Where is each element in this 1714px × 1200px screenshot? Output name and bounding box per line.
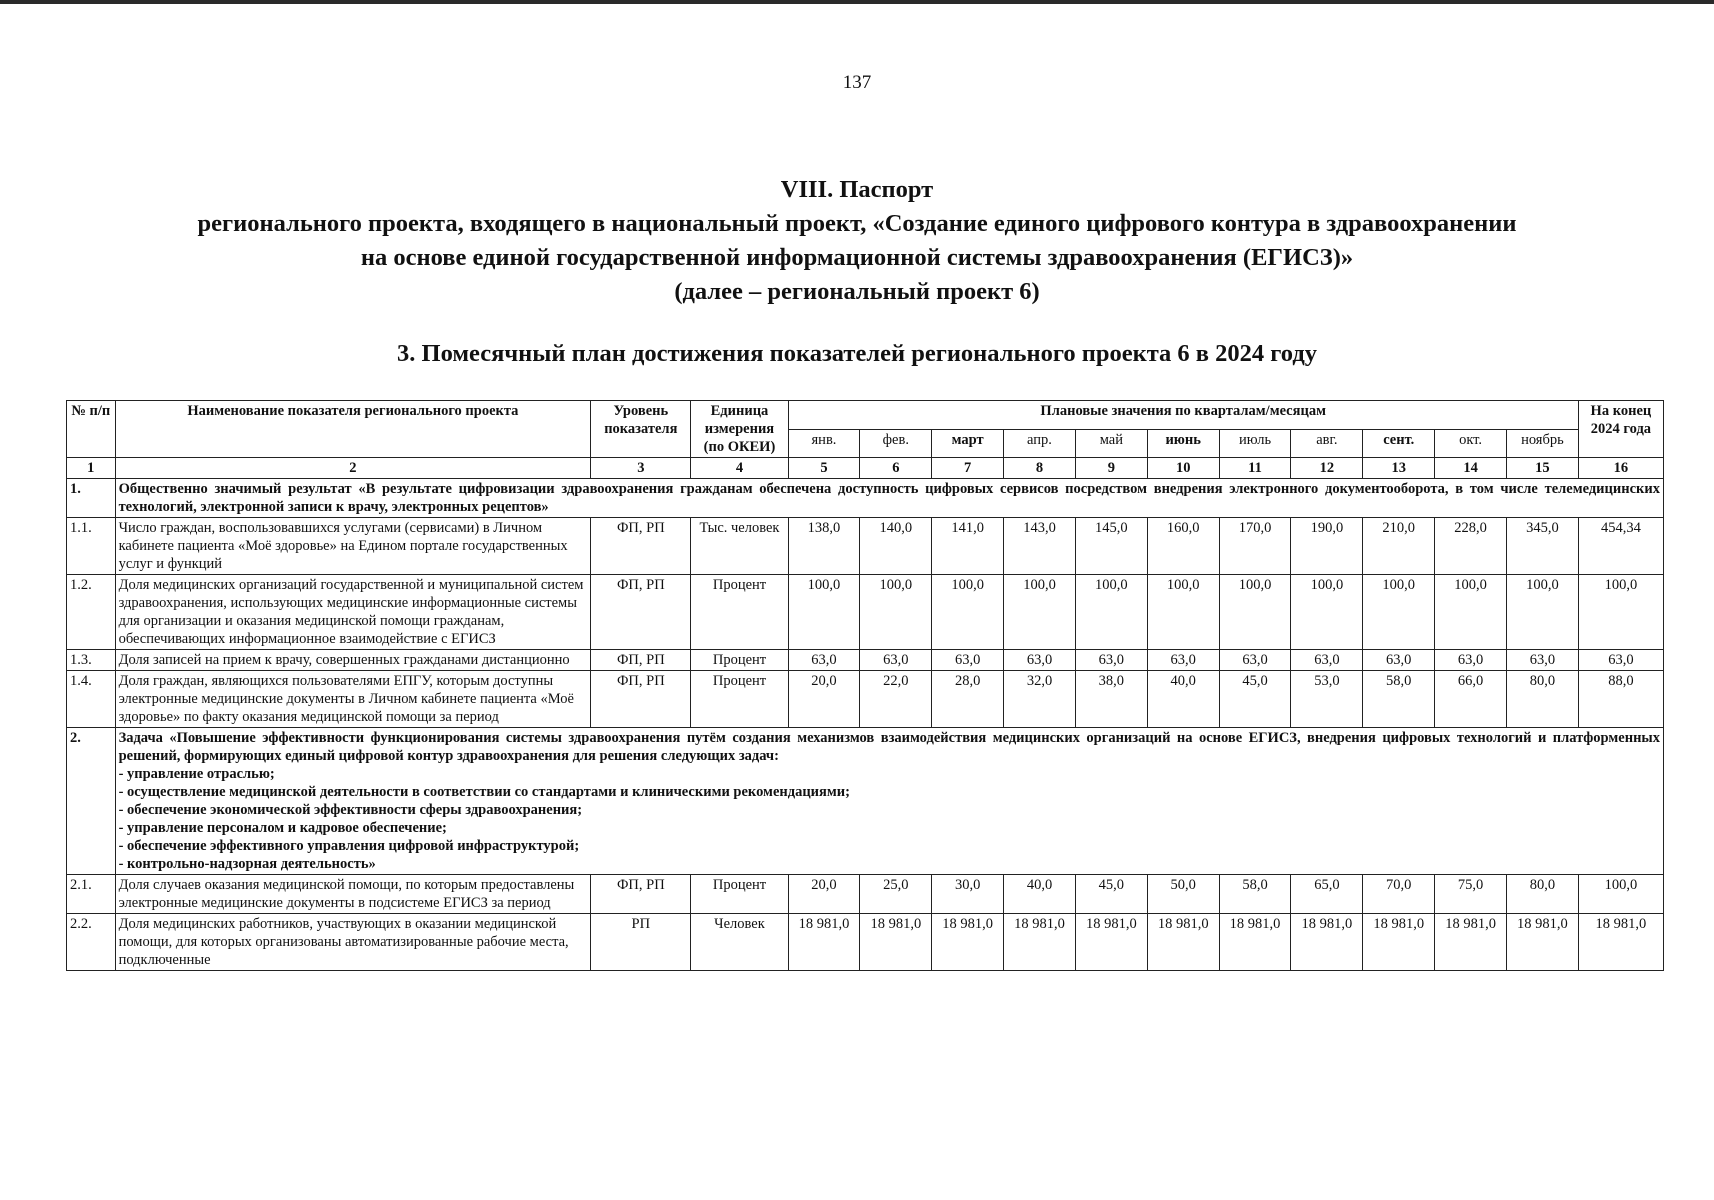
header-month: окт. — [1435, 429, 1507, 458]
indicator-value: 20,0 — [788, 671, 860, 728]
indicator-value: 100,0 — [1435, 575, 1507, 650]
indicator-value: 22,0 — [860, 671, 932, 728]
header-month: июль — [1219, 429, 1291, 458]
indicator-value: 70,0 — [1363, 875, 1435, 914]
indicator-value: 100,0 — [1219, 575, 1291, 650]
section-title: Общественно значимый результат «В результате цифровизации здравоохранения гражданам обеспечена доступность цифровых сервисов посредством внедрения электронного документооборота, в том числе телемедицинских технологий, электронной записи к врачу, электронных рецептов» — [118, 481, 1660, 515]
indicator-value: 100,0 — [1075, 575, 1147, 650]
indicator-unit: Процент — [691, 575, 788, 650]
section-row — [67, 728, 1664, 875]
indicator-value: 38,0 — [1075, 671, 1147, 728]
table-body — [67, 458, 1664, 971]
indicator-unit: Процент — [691, 650, 788, 671]
header-row-1 — [67, 401, 1664, 430]
indicator-value: 63,0 — [1219, 650, 1291, 671]
indicator-value: 20,0 — [788, 875, 860, 914]
header-month: июнь — [1147, 429, 1219, 458]
header-no: № п/п — [67, 401, 116, 458]
indicator-value: 65,0 — [1291, 875, 1363, 914]
indicator-value: 63,0 — [860, 650, 932, 671]
indicator-value: 18 981,0 — [1004, 914, 1076, 971]
indicator-value: 45,0 — [1219, 671, 1291, 728]
indicator-value: 138,0 — [788, 518, 860, 575]
header-month: март — [932, 429, 1004, 458]
indicator-row — [67, 671, 1664, 728]
page-number: 137 — [842, 72, 872, 93]
indicator-value: 143,0 — [1004, 518, 1076, 575]
indicator-row — [67, 875, 1664, 914]
indicator-value: 170,0 — [1219, 518, 1291, 575]
indicator-value: 25,0 — [860, 875, 932, 914]
indicator-value: 100,0 — [1578, 875, 1663, 914]
indicator-row — [67, 650, 1664, 671]
indicator-row — [67, 914, 1664, 971]
column-number-cell: 5 — [788, 458, 860, 479]
indicator-level: ФП, РП — [591, 518, 691, 575]
indicator-level: РП — [591, 914, 691, 971]
column-number-cell: 14 — [1435, 458, 1507, 479]
column-number-cell: 11 — [1219, 458, 1291, 479]
indicator-value: 30,0 — [932, 875, 1004, 914]
indicator-value: 100,0 — [1291, 575, 1363, 650]
table-subtitle: 3. Помесячный план достижения показателей регионального проекта 6 в 2024 году — [397, 340, 1317, 367]
indicator-value: 63,0 — [1004, 650, 1076, 671]
indicator-value: 18 981,0 — [1147, 914, 1219, 971]
column-number-cell: 10 — [1147, 458, 1219, 479]
indicator-value: 18 981,0 — [1363, 914, 1435, 971]
indicator-unit: Человек — [691, 914, 788, 971]
document-title-line-3: на основе единой государственной информационной системы здравоохранения (ЕГИСЗ)» — [360, 244, 1354, 271]
indicator-value: 18 981,0 — [1075, 914, 1147, 971]
indicator-unit: Процент — [691, 875, 788, 914]
section-task-line: - контрольно-надзорная деятельность» — [118, 856, 376, 872]
indicator-value: 140,0 — [860, 518, 932, 575]
indicator-value: 40,0 — [1004, 875, 1076, 914]
indicator-level: ФП, РП — [591, 671, 691, 728]
indicator-level: ФП, РП — [591, 875, 691, 914]
column-number-cell: 2 — [115, 458, 591, 479]
indicator-name: Число граждан, воспользовавшихся услугами (сервисами) в Личном кабинете пациента «Моё здоровье» на Едином портале государственных услуг и функций — [115, 518, 591, 575]
section-title-cell — [115, 728, 1663, 875]
header-year-end: На конец 2024 года — [1578, 401, 1663, 458]
indicator-value: 32,0 — [1004, 671, 1076, 728]
indicator-value: 28,0 — [932, 671, 1004, 728]
indicator-value: 100,0 — [1147, 575, 1219, 650]
column-number-cell: 9 — [1075, 458, 1147, 479]
header-level: Уровень показателя — [591, 401, 691, 458]
indicator-value: 210,0 — [1363, 518, 1435, 575]
header-month: янв. — [788, 429, 860, 458]
indicator-value: 63,0 — [1291, 650, 1363, 671]
indicator-value: 100,0 — [1363, 575, 1435, 650]
indicator-value: 100,0 — [1506, 575, 1578, 650]
header-month: ноябрь — [1506, 429, 1578, 458]
column-number-cell: 4 — [691, 458, 788, 479]
indicator-value: 100,0 — [788, 575, 860, 650]
header-name: Наименование показателя регионального проекта — [115, 401, 591, 458]
indicator-value: 18 981,0 — [1578, 914, 1663, 971]
monthly-plan-table — [66, 400, 1664, 971]
section-task-line: - обеспечение эффективного управления цифровой инфраструктурой; — [118, 838, 580, 854]
section-task-line: - обеспечение экономической эффективности сферы здравоохранения; — [118, 802, 583, 818]
indicator-name: Доля граждан, являющихся пользователями ЕПГУ, которым доступны электронные медицинские документы в Личном кабинете пациента «Моё здоровье» по факту оказания медицинской помощи за период — [115, 671, 591, 728]
indicator-value: 63,0 — [1435, 650, 1507, 671]
column-number-cell: 8 — [1004, 458, 1076, 479]
indicator-value: 63,0 — [1147, 650, 1219, 671]
indicator-number: 1.4. — [67, 671, 116, 728]
column-number-cell: 3 — [591, 458, 691, 479]
indicator-value: 190,0 — [1291, 518, 1363, 575]
indicator-value: 18 981,0 — [1435, 914, 1507, 971]
indicator-value: 454,34 — [1578, 518, 1663, 575]
indicator-value: 18 981,0 — [788, 914, 860, 971]
section-number: 1. — [67, 479, 116, 518]
indicator-value: 63,0 — [1578, 650, 1663, 671]
indicator-value: 58,0 — [1363, 671, 1435, 728]
indicator-number: 2.2. — [67, 914, 116, 971]
document-title-line-1: VIII. Паспорт — [780, 176, 934, 203]
indicator-value: 160,0 — [1147, 518, 1219, 575]
header-month: май — [1075, 429, 1147, 458]
indicator-value: 53,0 — [1291, 671, 1363, 728]
header-planned-values: Плановые значения по кварталам/месяцам — [788, 401, 1578, 430]
indicator-value: 63,0 — [788, 650, 860, 671]
indicator-value: 345,0 — [1506, 518, 1578, 575]
indicator-value: 18 981,0 — [1219, 914, 1291, 971]
indicator-value: 45,0 — [1075, 875, 1147, 914]
section-number: 2. — [67, 728, 116, 875]
column-number-cell: 12 — [1291, 458, 1363, 479]
column-number-cell: 16 — [1578, 458, 1663, 479]
header-month: апр. — [1004, 429, 1076, 458]
indicator-number: 1.2. — [67, 575, 116, 650]
indicator-value: 80,0 — [1506, 875, 1578, 914]
document-title-line-4: (далее – региональный проект 6) — [674, 278, 1040, 305]
indicator-value: 40,0 — [1147, 671, 1219, 728]
indicator-name: Доля случаев оказания медицинской помощи, по которым предоставлены электронные медицинские документы в подсистеме ЕГИСЗ за период — [115, 875, 591, 914]
section-task-line: - управление отраслью; — [118, 766, 275, 782]
indicator-value: 18 981,0 — [932, 914, 1004, 971]
indicator-unit: Процент — [691, 671, 788, 728]
indicator-value: 88,0 — [1578, 671, 1663, 728]
indicator-value: 145,0 — [1075, 518, 1147, 575]
indicator-value: 80,0 — [1506, 671, 1578, 728]
column-number-cell: 1 — [67, 458, 116, 479]
indicator-value: 63,0 — [932, 650, 1004, 671]
indicator-row — [67, 518, 1664, 575]
indicator-value: 18 981,0 — [1506, 914, 1578, 971]
header-month: авг. — [1291, 429, 1363, 458]
header-unit: Единица измерения (по ОКЕИ) — [691, 401, 788, 458]
indicator-value: 100,0 — [860, 575, 932, 650]
column-number-cell: 7 — [932, 458, 1004, 479]
indicator-unit: Тыс. человек — [691, 518, 788, 575]
indicator-name: Доля записей на прием к врачу, совершенных гражданами дистанционно — [115, 650, 591, 671]
section-title-cell — [115, 479, 1663, 518]
indicator-row — [67, 575, 1664, 650]
indicator-value: 141,0 — [932, 518, 1004, 575]
indicator-number: 1.1. — [67, 518, 116, 575]
indicator-value: 100,0 — [1578, 575, 1663, 650]
top-scan-rule — [0, 0, 1714, 4]
section-task-line: - управление персоналом и кадровое обеспечение; — [118, 820, 447, 836]
indicator-number: 1.3. — [67, 650, 116, 671]
column-number-row — [67, 458, 1664, 479]
section-title: Задача «Повышение эффективности функционирования системы здравоохранения путём создания механизмов взаимодействия медицинских организаций на основе ЕГИСЗ, внедрения цифровых технологий и платформенных решений, формирующих единый цифровой контур здравоохранения для решения следующих задач: — [118, 730, 1660, 764]
indicator-value: 18 981,0 — [860, 914, 932, 971]
indicator-value: 18 981,0 — [1291, 914, 1363, 971]
header-month: фев. — [860, 429, 932, 458]
header-month: сент. — [1363, 429, 1435, 458]
section-task-line: - осуществление медицинской деятельности в соответствии со стандартами и клиническими рекомендациями; — [118, 784, 850, 800]
indicator-name: Доля медицинских организаций государственной и муниципальной систем здравоохранения, использующих медицинские информационные системы для организации и оказания медицинской помощи гражданам, обеспечивающих информационное взаимодействие с ЕГИСЗ — [115, 575, 591, 650]
indicator-name: Доля медицинских работников, участвующих в оказании медицинской помощи, для которых организованы автоматизированные рабочие места, подключенные — [115, 914, 591, 971]
indicator-value: 58,0 — [1219, 875, 1291, 914]
indicator-value: 100,0 — [1004, 575, 1076, 650]
indicator-value: 228,0 — [1435, 518, 1507, 575]
indicator-value: 100,0 — [932, 575, 1004, 650]
indicator-number: 2.1. — [67, 875, 116, 914]
indicator-value: 75,0 — [1435, 875, 1507, 914]
indicator-value: 63,0 — [1363, 650, 1435, 671]
indicator-level: ФП, РП — [591, 575, 691, 650]
document-title-line-2: регионального проекта, входящего в национальный проект, «Создание единого цифрового контура в здравоохранении — [197, 210, 1517, 237]
section-row — [67, 479, 1664, 518]
column-number-cell: 6 — [860, 458, 932, 479]
column-number-cell: 13 — [1363, 458, 1435, 479]
column-number-cell: 15 — [1506, 458, 1578, 479]
indicator-value: 63,0 — [1075, 650, 1147, 671]
indicator-value: 63,0 — [1506, 650, 1578, 671]
indicator-value: 66,0 — [1435, 671, 1507, 728]
indicator-value: 50,0 — [1147, 875, 1219, 914]
indicator-level: ФП, РП — [591, 650, 691, 671]
